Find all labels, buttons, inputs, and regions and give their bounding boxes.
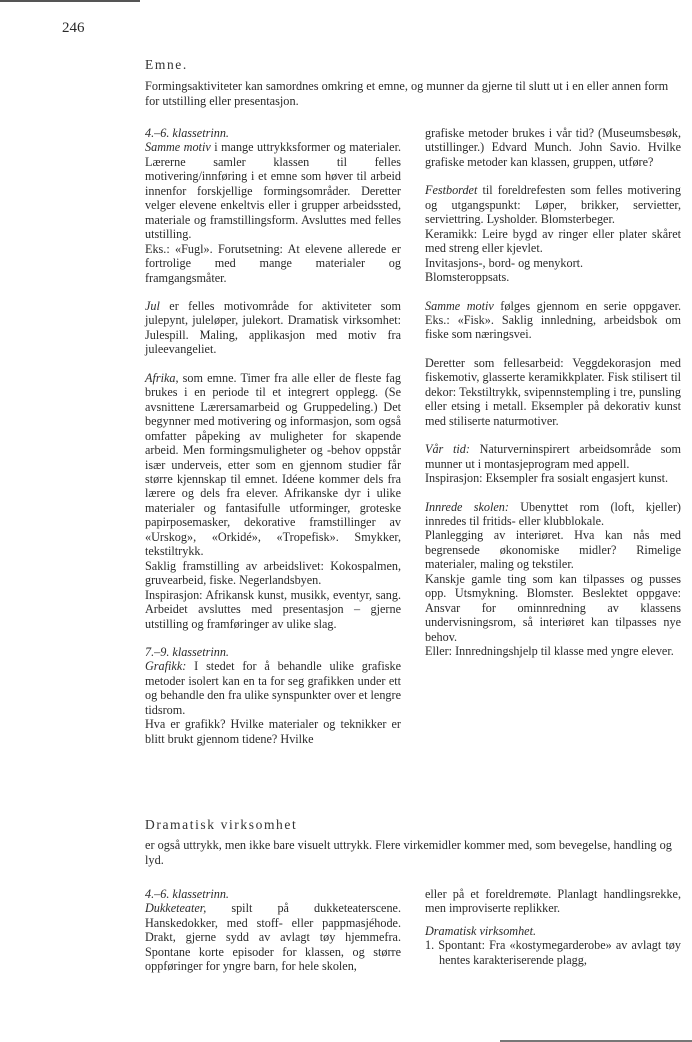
paragraph-extra: Keramikk: Leire bygd av ringer eller plater skåret med streng eller kjevlet. — [425, 226, 681, 256]
section-heading-emne: Emne. — [145, 57, 188, 72]
paragraph-lead: Samme motiv — [425, 298, 494, 313]
dramatisk-intro: er også uttrykk, men ikke bare visuelt uttrykk. Flere virkemidler kommer med, som bevegelse, handling og lyd. — [145, 838, 672, 867]
left-paragraph-grafikk — [145, 645, 401, 746]
bottom-left-column — [145, 887, 401, 974]
bottom-right-column — [425, 887, 681, 967]
bottom-right-paragraph — [425, 887, 681, 916]
paragraph-extra: Blomsteroppsats. — [425, 270, 510, 285]
paragraph-text: grafiske metoder brukes i vår tid? (Museumsbesøk, utstillinger.) Edvard Munch. John Savio. Hvilke grafiske metoder kan klassen, gruppen, utføre? — [425, 126, 681, 169]
left-paragraph-samme-motiv — [145, 126, 401, 285]
bottom-left-paragraph-dukketeater — [145, 887, 401, 974]
paragraph-extra: Eks.: «Fugl». Forutsetning: At elevene allerede er fortrolige med mange materialer og framgangsmåter. — [145, 241, 401, 285]
grade-subheading: 4.–6. klassetrinn. — [145, 887, 229, 901]
right-paragraph-var-tid — [425, 442, 681, 485]
paragraph-extra: Kanskje gamle ting som kan tilpasses og pusses opp. Utsmykning. Blomster. Beslektet oppgave: Ansvar for ominnredning av klassens undervisningsrom, så interiøret kan tilpasses nye behov. — [425, 571, 681, 644]
paragraph-lead: Grafikk: — [145, 659, 187, 674]
paragraph-text: I stedet for å behandle ulike grafiske metoder isolert kan en ta for seg grafikken under ett og behandle den fra ulike synspunkter over et lengre tidsrom. — [145, 659, 401, 717]
paragraph-lead: Afrika, — [145, 370, 179, 385]
paragraph-text: Naturverninspirert arbeidsområde som munner ut i montasjeprogram med appell. — [425, 442, 681, 471]
paragraph-lead: Samme motiv — [145, 140, 211, 155]
paragraph-extra: Inspirasjon: Eksempler fra sosialt engasjert kunst. — [425, 471, 669, 486]
left-paragraph-jul — [145, 299, 401, 357]
paragraph-extra: Invitasjons-, bord- og menykort. — [425, 255, 584, 270]
paragraph-lead: Innrede skolen: — [425, 499, 509, 514]
section-heading-dramatisk: Dramatisk virksomhet — [145, 817, 298, 832]
right-paragraph-innrede-skolen — [425, 500, 681, 659]
paragraph-lead: Vår tid: — [425, 442, 470, 457]
paragraph-extra: Eller: Innredningshjelp til klasse med yngre elever. — [425, 644, 674, 659]
paragraph-extra: Planlegging av interiøret. Hva kan nås med begrensede økonomiske midler? Rimelige materialer, maling og tekstiler. — [425, 528, 681, 572]
paragraph-text: Deretter som fellesarbeid: Veggdekorasjon med fiskemotiv, glasserte keramikkplater. Fisk stilisert til dekor: Tekstiltrykk, svipennstempling i tre, punsling eller etsing i metall. Eksempler på dekorativ kunst med stiliserte naturmotiver. — [425, 355, 681, 428]
right-paragraph-grafikk-cont — [425, 126, 681, 169]
paragraph-text: følges gjennom en serie oppgaver. Eks.: «Fisk». Saklig innledning, arbeidsbok om fiske som næringsvei. — [425, 298, 681, 342]
section-subheading: Dramatisk virksomhet. — [425, 923, 537, 938]
left-paragraph-afrika — [145, 371, 401, 631]
paragraph-text: Ubenyttet rom (loft, kjeller) innredes til fritids- eller klubblokale. — [425, 499, 681, 528]
right-paragraph-fellesarbeid — [425, 356, 681, 428]
paragraph-lead: Festbordet — [425, 183, 478, 198]
paragraph-lead: Dukketeater, — [145, 901, 207, 916]
paragraph-text: som emne. Timer fra alle eller de fleste fag brukes i en periode til et integrert opplegg. (Se avsnittene Lærersamarbeid og Gruppedeling.) Det begynner med motivering og informasjon, som også omfatter påpeking av muligheter for skapende arbeid. Men formingsmuligheter og -behov oppstår især underveis, etter som en gjennom studier får større kjennskap til emnet. Idéene kommer dels fra lærere og dels fra elever. Afrikanske dyr i ulike materialer og fantasifulle utforminger, groteske papirposemasker, dekorative framstillinger av «Urskog», «Orkidé», «Tropefisk». Smykker, tekstiltrykk. — [145, 370, 401, 559]
page-number: 246 — [62, 20, 85, 36]
grade-subheading: 7.–9. klassetrinn. — [145, 644, 229, 659]
left-column — [145, 126, 401, 746]
grade-subheading: 4.–6. klassetrinn. — [145, 126, 229, 140]
paragraph-extra: Hva er grafikk? Hvilke materialer og teknikker er blitt brukt gjennom tidene? Hvilke — [145, 717, 401, 746]
right-column — [425, 126, 681, 659]
top-rule — [0, 0, 140, 2]
list-item: 1. Spontant: Fra «kostymegarderobe» av avlagt tøy hentes karakteriserende plagg, — [425, 938, 681, 967]
paragraph-text: eller på et foreldremøte. Planlagt handlingsrekke, men improviserte replikker. — [425, 887, 681, 916]
paragraph-lead: Jul — [145, 298, 160, 313]
paragraph-extra: Saklig framstilling av arbeidslivet: Kokospalmen, gruvearbeid, fiske. Negerlandsbyen. — [145, 558, 401, 588]
paragraph-text: spilt på dukketeaterscene. Hanskedokker, med stoff- eller pappmasjéhode. Drakt, gjerne sydd av avlagt tøy hjemmefra. Spontane korte episoder for klassen, og større oppføringer for yngre barn, for hele skolen, — [145, 901, 401, 974]
right-paragraph-festbordet — [425, 183, 681, 284]
emne-intro: Formingsaktiviteter kan samordnes omkring et emne, og munner da gjerne til slutt ut i en eller annen form for utstilling eller presentasjon. — [145, 79, 669, 108]
right-paragraph-samme-motiv — [425, 299, 681, 342]
paragraph-text: til foreldrefesten som felles motivering og utgangspunkt: Løper, brikker, servietter, serviettring. Lysholder. Blomsterbeger. — [425, 183, 681, 227]
paragraph-extra: Inspirasjon: Afrikansk kunst, musikk, eventyr, sang. Arbeidet avsluttes med presentasjon – gjerne utstilling og framføringer av ulike slag. — [145, 587, 401, 631]
paragraph-text: i mange uttrykksformer og materialer. Lærerne samler klassen til felles motivering/innføring i et emne som høver til arbeid innenfor forskjellige formingsområder. Deretter velger elevene enkeltvis eller i grupper arbeidssted, materiale og framstillingsform. Avsluttes med felles utstilling. — [145, 140, 402, 242]
paragraph-text: er felles motivområde for aktiviteter som julepynt, juleløper, julekort. Dramatisk virksomhet: Julespill. Maling, applikasjon med motiv fra juleevangeliet. — [145, 298, 401, 357]
bottom-right-list — [425, 924, 681, 967]
